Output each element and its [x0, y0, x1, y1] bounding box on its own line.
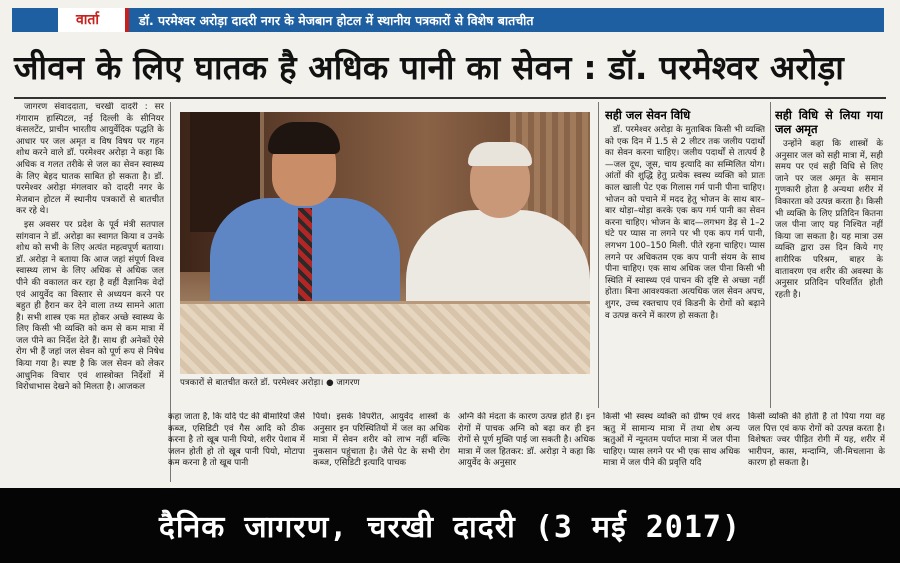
- section-tag: वार्ता: [58, 8, 129, 32]
- column-divider: [598, 102, 599, 408]
- kicker-line: डॉ. परमेश्वर अरोड़ा दादरी नगर के मेजबान होटल में स्थानीय पत्रकारों से विशेष बातचीत: [139, 12, 534, 28]
- bottom-columns: [168, 412, 884, 482]
- headline: जीवन के लिए घातक है अधिक पानी का सेवन : डॉ. परमेश्वर अरोड़ा: [14, 48, 845, 87]
- article-paragraph: इस अवसर पर प्रदेश के पूर्व मंत्री सतपाल सांगवान ने डॉ. अरोड़ा का स्वागत किया व उनके शोध को सभी के लिए अत्यंत महत्वपूर्ण बताया। डॉ. अरोड़ा ने बताया कि आज जहां संपूर्ण विश्व स्वास्थ्य लाभ के लिए अधिक से अधिक जल पीने की वकालत कर रहा है वहीं वैज्ञानिक वेदों एवं आयुर्वेद का विस्तार से अध्ययन करने पर बहुत ही हैरान कर देने वाला तथ्य सामने आता है। सभी शास्त्र एक मत होकर अच्छे स्वास्थ्य के लिए किसी भी व्यक्ति को कम से कम मात्रा में जल पीने का निर्देश देते हैं। साथ ही अनेकों ऐसे रोग भी हैं जहां जल सेवन को पूर्ण रूप से निषेध किया गया है। स्पष्ट है कि जल सेवन को लेकर आधुनिक विचार एवं शास्त्रोक्त निर्देशों में विरोधाभास देखने को मिलता है। आजकल: [16, 219, 164, 393]
- bottom-column: अग्नि की मंदता के कारण उत्पन्न होते हैं। इन रोगों में पाचक अग्नि को बढ़ा कर ही इन रोगों से पूर्ण मुक्ति पाई जा सकती है। अधिक मात्रा में जल हितकर: डॉ. अरोड़ा ने कहा कि आयुर्वेद के अनुसार: [458, 412, 595, 469]
- column-divider: [770, 102, 771, 408]
- subheading: सही जल सेवन विधि: [605, 108, 691, 122]
- article-column-3: [605, 108, 765, 408]
- source-banner: दैनिक जागरण, चरखी दादरी (3 मई 2017): [0, 488, 900, 563]
- top-strip: [12, 8, 884, 32]
- article-column-1: [16, 102, 164, 482]
- bottom-column: पियो। इसके विपरीत, आयुर्वेद शास्त्रों के अनुसार इन परिस्थितियों में जल का अधिक मात्रा में सेवन शरीर को लाभ नहीं बल्कि नुकसान पहुंचाता है। जैसे पेट के सभी रोग कब्ज, एसिडिटी इत्यादि पाचक: [313, 412, 450, 469]
- article-paragraph: जागरण संवाददाता, चरखी दादरी : सर गंगाराम हास्पिटल, नई दिल्ली के सीनियर कंसलटेंट, प्राचीन भारतीय आयुर्वेदिक पद्धति के आधार पर जल अमृत व विष विषय पर गहन शोध करने वाले डॉ. परमेश्वर अरोड़ा ने कहा कि अधिक व गलत तरीके से जल का सेवन स्वास्थ्य के लिए बेहद घातक साबित हो सकता है। डॉ. परमेश्वर अरोड़ा मंगलवार को दादरी नगर के मेजबान होटल में स्थानीय पत्रकारों से बातचीत कर रहे थे।: [16, 102, 164, 217]
- bottom-column: किसी व्यक्ति की होती है तो पिया गया वह जल पित्त एवं कफ रोगों को उत्पन्न करता है। विशेषतः ज्वर पीड़ित रोगी में यह, शरीर में भारीपन, कास, मन्दाग्नि, जी-मिचलाना के कारण हो सकता है।: [748, 412, 885, 469]
- headline-rule: [14, 97, 886, 99]
- bottom-column: किसी भी स्वस्थ व्यक्ति को ग्रीष्म एवं शरद ऋतु में सामान्य मात्रा में तथा शेष अन्य ऋतुओं में न्यूनतम पर्याप्त मात्रा में जल पीना चाहिए। प्यास लगने पर भी एक साथ अधिक मात्रा में जल पीने की प्रवृत्ति यदि: [603, 412, 740, 469]
- table-cloth: [180, 301, 590, 374]
- article-paragraph: उन्होंने कहा कि शास्त्रों के अनुसार जल को सही मात्रा में, सही समय पर एवं सही विधि से लिए जाने पर जल अमृत के समान गुणकारी होता है अन्यथा शरीर में विकारता को उत्पन्न करता है। किसी भी व्यक्ति के लिए प्रतिदिन कितना जल पीना जाए यह निश्चित नहीं किया जा सकता है। यह मात्रा उस व्यक्ति द्वारा उस दिन किये गए शारीरिक परिश्रम, बाहर के वातावरण एव शरीर की अवस्था के अनुसार प्रतिदिन परिवर्तित होती रहती है।: [775, 139, 883, 300]
- article-column-4: [775, 108, 883, 358]
- article-photo: [180, 112, 590, 374]
- subheading: सही विधि से लिया गया जल अमृत: [775, 108, 883, 136]
- photo-caption: पत्रकारों से बातचीत करते डॉ. परमेश्वर अरोड़ा। ● जागरण: [180, 378, 360, 388]
- bottom-column: कहा जाता है, कि यदि पेट की बीमारियों जैसे कब्ज, एसिडिटी एवं गैस आदि को ठीक करना है तो खूब पानी पियो, शरीर पेशाब में जलन होती हो तो खूब पानी पियो, मोटापा कम करना है तो खूब पानी: [168, 412, 305, 469]
- article-paragraph: डॉ. परमेश्वर अरोड़ा के मुताबिक किसी भी व्यक्ति को एक दिन में 1.5 से 2 लीटर तक जलीय पदार्थों का सेवन करना चाहिए। जलीय पदार्थों से तात्पर्य है—जल दूध, जूस, चाय इत्यादि का सम्मिलित योग। आंतों की शुद्धि हेतु प्रत्येक स्वस्थ व्यक्ति को प्रातः काल खाली पेट एक गिलास गर्म पानी पीना चाहिए। भोजन को पचाने में मदद हेतु भोजन के साथ बार–बार थोड़ा–थोड़ा करके एक कप गर्म पानी का सेवन करना चाहिए। भोजन के बाद—लगभग डेढ़ से 1–2 घंटे पर प्यास ना लगने पर भी एक कप गर्म पानी, लगभग 100–150 मिली. पीते रहना चाहिए। प्यास लगने पर अधिकतम एक कप पानी संयम के साथ पीना चाहिए। एक साथ अधिक जल पीना किसी भी स्थिति में स्वास्थ्य एवं पाचन की दृष्टि से अच्छा नहीं होता। बिना आवश्यकता अत्यधिक जल सेवन अपच, शुगर, उच्च रक्तचाप एवं किडनी के रोगों को बढ़ाने व उत्पन्न करने में कारण हो सकता है।: [605, 125, 765, 321]
